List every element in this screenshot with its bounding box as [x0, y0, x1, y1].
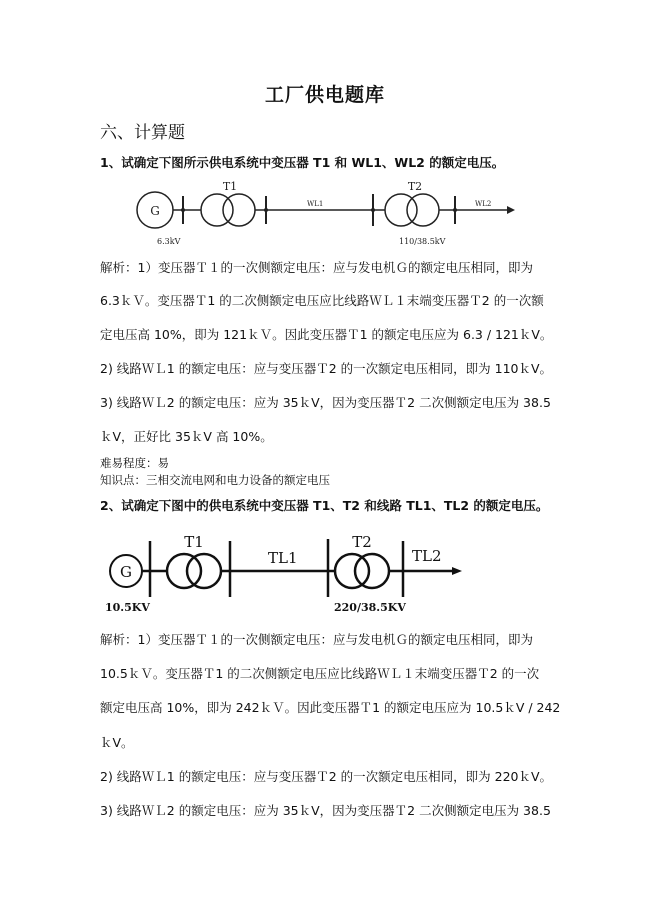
- q2-answer-line-5: 2) 线路ＷＬ1 的额定电压：应与变压器Ｔ2 的一次额定电压相同，即为 220ｋV。: [100, 769, 553, 784]
- arrow-right-icon: [452, 567, 462, 575]
- transformer1-primary-icon: [167, 554, 201, 588]
- diagram2-tl1-label: TL1: [268, 549, 298, 567]
- diagram2-tl2-label: TL2: [412, 547, 442, 565]
- diagram1-wl2-label: WL2: [475, 200, 492, 208]
- q1-answer-line-3: 定电压高 10%，即为 121ｋＶ。因此变压器Ｔ1 的额定电压应为 6.3 / 121ｋV。: [100, 327, 553, 342]
- q1-knowledge-point: 知识点：三相交流电网和电力设备的额定电压: [100, 473, 330, 487]
- diagram2-gen-voltage: 10.5KV: [105, 601, 150, 614]
- diagram1-t2-label: T2: [407, 180, 423, 193]
- section-heading: 六、计算题: [100, 123, 185, 143]
- diagram2-t2-label: T2: [352, 533, 372, 551]
- diagram1-wl1-label: WL1: [307, 200, 324, 208]
- q2-answer-line-1: 解析：1）变压器Ｔ１的一次侧额定电压：应与发电机Ｇ的额定电压相同，即为: [100, 632, 533, 647]
- q1-answer-line-4: 2) 线路ＷＬ1 的额定电压：应与变压器Ｔ2 的一次额定电压相同，即为 110ｋV。: [100, 361, 553, 376]
- page-title: 工厂供电题库: [264, 84, 385, 106]
- diagram1-t2-ratio: 110/38.5kV: [399, 237, 446, 246]
- diagram-1: [135, 172, 520, 250]
- transformer2-secondary-icon: [407, 194, 439, 226]
- diagram2-generator-label: G: [120, 563, 132, 581]
- q2-answer-line-6: 3) 线路ＷＬ2 的额定电压：应为 35ｋV，因为变压器Ｔ2 二次侧额定电压为 38.5: [100, 803, 551, 818]
- transformer2-secondary-icon: [355, 554, 389, 588]
- q2-answer-line-2: 10.5ｋＶ。变压器Ｔ1 的二次侧额定电压应比线路ＷＬ１末端变压器Ｔ2 的一次: [100, 666, 540, 681]
- q1-answer-line-5: 3) 线路ＷＬ2 的额定电压：应为 35ｋV，因为变压器Ｔ2 二次侧额定电压为 38.5: [100, 395, 551, 410]
- q2-answer-line-4: ｋV。: [100, 735, 134, 750]
- question-1: 1、试确定下图所示供电系统中变压器 T1 和 WL1、WL2 的额定电压。: [100, 155, 505, 170]
- diagram1-t1-label: T1: [222, 180, 238, 193]
- q1-difficulty: 难易程度：易: [100, 456, 169, 470]
- arrow-right-icon: [507, 206, 515, 214]
- transformer1-secondary-icon: [187, 554, 221, 588]
- question-2: 2、试确定下图中的供电系统中变压器 T1、T2 和线路 TL1、TL2 的额定电压。: [100, 498, 549, 513]
- q1-answer-line-1: 解析：1）变压器Ｔ１的一次侧额定电压：应与发电机Ｇ的额定电压相同，即为: [100, 260, 533, 275]
- diagram1-generator-label: G: [150, 204, 160, 218]
- diagram-2: [100, 525, 470, 620]
- diagram1-gen-voltage: 6.3kV: [157, 237, 181, 246]
- diagram2-t1-label: T1: [184, 533, 204, 551]
- transformer2-primary-icon: [335, 554, 369, 588]
- q1-answer-line-2: 6.3ｋＶ。变压器Ｔ1 的二次侧额定电压应比线路ＷＬ１末端变压器Ｔ2 的一次额: [100, 293, 544, 308]
- q1-answer-line-6: ｋV，正好比 35ｋV 高 10%。: [100, 429, 273, 444]
- q2-answer-line-3: 额定电压高 10%，即为 242ｋＶ。因此变压器Ｔ1 的额定电压应为 10.5ｋV / 242: [100, 700, 561, 715]
- diagram2-t2-ratio: 220/38.5KV: [334, 601, 406, 614]
- transformer1-secondary-icon: [223, 194, 255, 226]
